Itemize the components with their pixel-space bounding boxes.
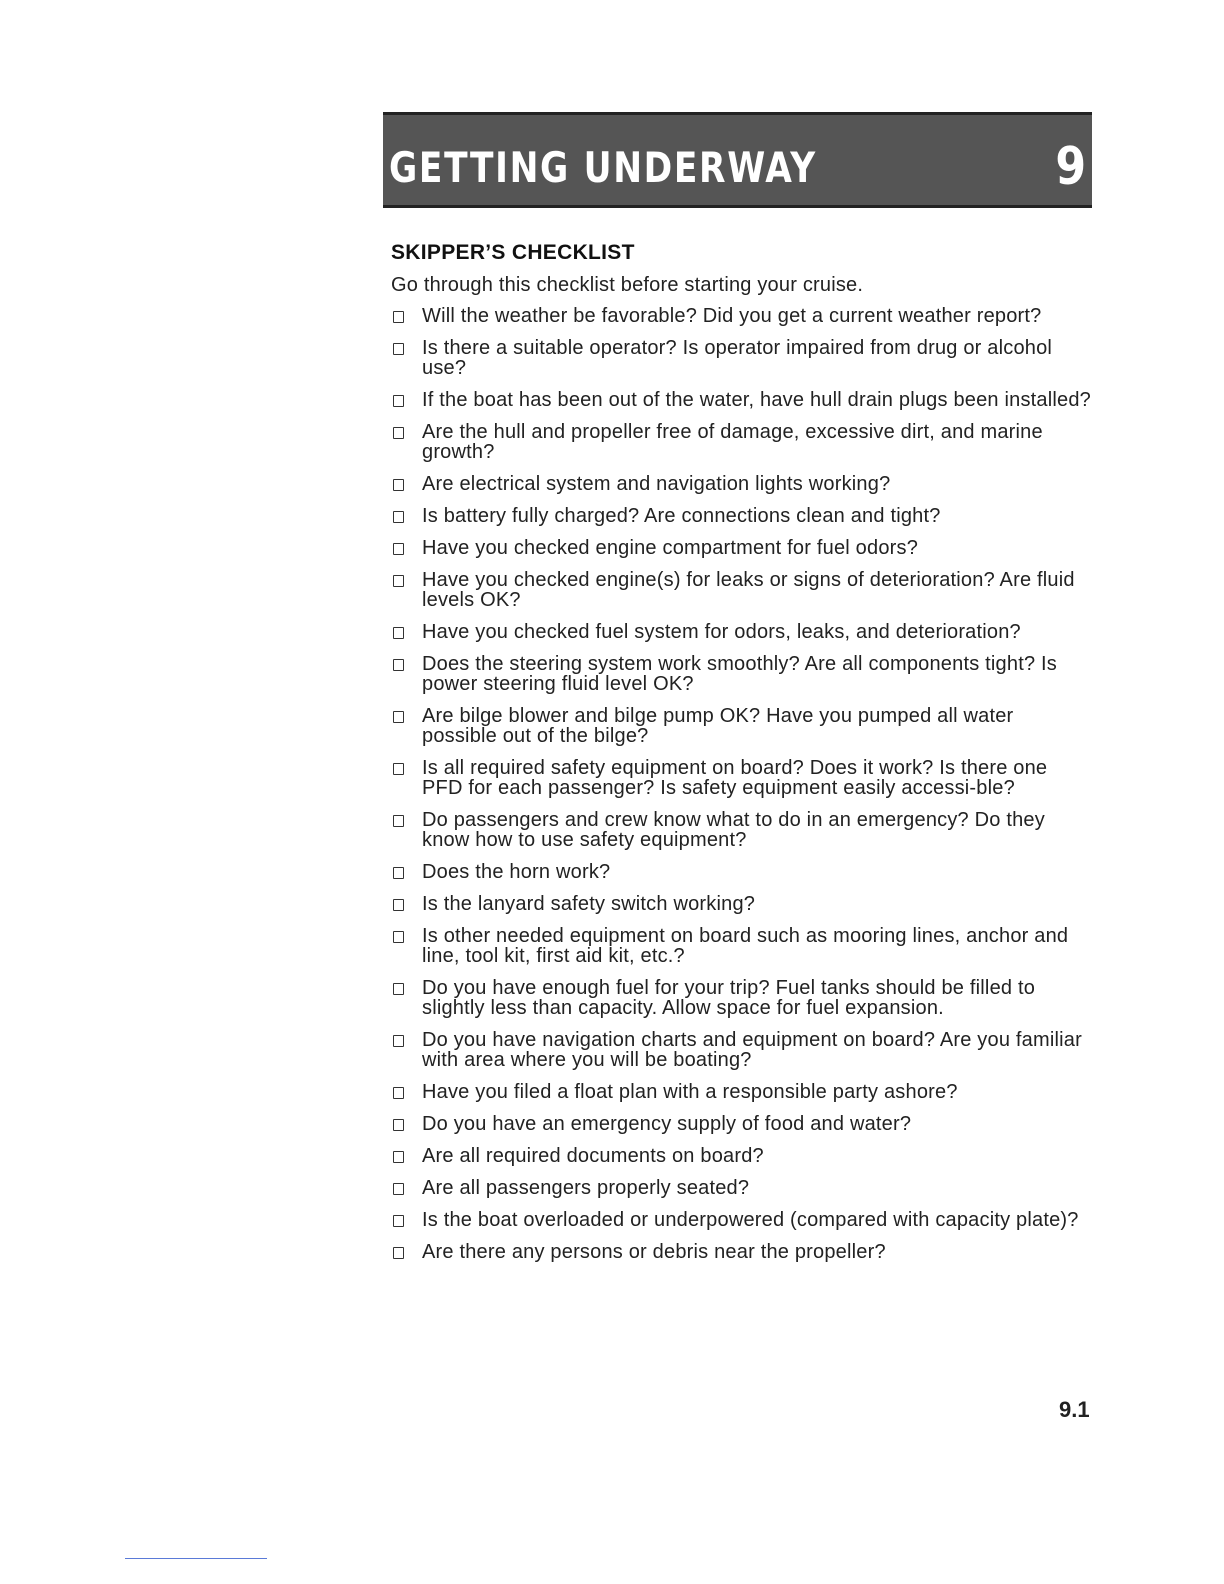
checklist-item (391, 926, 1091, 966)
checklist-item-text: Will the weather be favorable? Did you get a current weather report? (422, 305, 1042, 327)
checkbox[interactable] (393, 395, 404, 407)
checkbox[interactable] (393, 427, 404, 439)
checklist-item (391, 758, 1091, 798)
checklist-item-text: Is battery fully charged? Are connections clean and tight? (422, 505, 941, 527)
checklist-item (391, 654, 1091, 694)
checklist-item-text: Do you have enough fuel for your trip? Fuel tanks should be filled to slightly less than capacity. Allow space for fuel expansion. (422, 977, 1036, 1019)
checklist-item-text: Are all passengers properly seated? (422, 1177, 750, 1199)
checklist-item-text: Are bilge blower and bilge pump OK? Have you pumped all water possible out of the bilge? (422, 705, 1014, 747)
section-heading: SKIPPER’S CHECKLIST (391, 241, 635, 264)
checklist-item-text: Is all required safety equipment on board? Does it work? Is there one PFD for each passenger? Is safety equipment easily accessi-ble? (422, 757, 1048, 799)
checkbox[interactable] (393, 543, 404, 555)
checklist-item (391, 978, 1091, 1018)
checklist-item-text: Have you filed a float plan with a responsible party ashore? (422, 1081, 958, 1103)
checkbox[interactable] (393, 627, 404, 639)
checkbox[interactable] (393, 1183, 404, 1195)
checklist-item (391, 1210, 1091, 1230)
checklist-item (391, 1082, 1091, 1102)
checklist-item (391, 810, 1091, 850)
checkbox[interactable] (393, 575, 404, 587)
intro-text: Go through this checklist before starting your cruise. (391, 274, 864, 296)
checklist-item (391, 1146, 1091, 1166)
checkbox[interactable] (393, 931, 404, 943)
checkbox[interactable] (393, 763, 404, 775)
checklist-item (391, 570, 1091, 610)
checkbox[interactable] (393, 479, 404, 491)
checklist-item-text: Have you checked fuel system for odors, leaks, and deterioration? (422, 621, 1021, 643)
checkbox[interactable] (393, 659, 404, 671)
checklist-item (391, 1114, 1091, 1134)
checkbox[interactable] (393, 815, 404, 827)
checklist-item-text: Are there any persons or debris near the propeller? (422, 1241, 886, 1263)
checklist-item (391, 338, 1091, 378)
checkbox[interactable] (393, 899, 404, 911)
checkbox[interactable] (393, 1215, 404, 1227)
checklist-item (391, 1242, 1091, 1262)
chapter-header-banner (383, 112, 1092, 208)
checklist-item-text: Are electrical system and navigation lights working? (422, 473, 891, 495)
footer-rule (125, 1558, 267, 1559)
checkbox[interactable] (393, 1247, 404, 1259)
checklist-item (391, 538, 1091, 558)
checklist-item-text: Is the boat overloaded or underpowered (compared with capacity plate)? (422, 1209, 1079, 1231)
checklist-item-text: Do passengers and crew know what to do in an emergency? Do they know how to use safety equipment? (422, 809, 1045, 851)
chapter-title: GETTING UNDERWAY (389, 143, 817, 192)
checklist-item-text: If the boat has been out of the water, have hull drain plugs been installed? (422, 389, 1091, 411)
checklist-item (391, 506, 1091, 526)
page-number: 9.1 (1059, 1397, 1090, 1422)
checklist-item (391, 1030, 1091, 1070)
checkbox[interactable] (393, 1087, 404, 1099)
checklist-item (391, 706, 1091, 746)
checklist-item-text: Is there a suitable operator? Is operator impaired from drug or alcohol use? (422, 337, 1053, 379)
checklist-item-text: Have you checked engine compartment for fuel odors? (422, 537, 919, 559)
checklist-item (391, 622, 1091, 642)
checklist-item-text: Have you checked engine(s) for leaks or signs of deterioration? Are fluid levels OK? (422, 569, 1075, 611)
checkbox[interactable] (393, 983, 404, 995)
checkbox[interactable] (393, 711, 404, 723)
checklist-item (391, 422, 1091, 462)
checklist-item-text: Do you have an emergency supply of food and water? (422, 1113, 912, 1135)
checkbox[interactable] (393, 343, 404, 355)
checklist-item (391, 306, 1091, 326)
checklist-item (391, 1178, 1091, 1198)
checklist-item (391, 862, 1091, 882)
checklist-item-text: Is the lanyard safety switch working? (422, 893, 756, 915)
checkbox[interactable] (393, 311, 404, 323)
checkbox[interactable] (393, 867, 404, 879)
chapter-number: 9 (1055, 137, 1086, 197)
skipper-checklist (391, 306, 1091, 1274)
checkbox[interactable] (393, 1151, 404, 1163)
checkbox[interactable] (393, 1035, 404, 1047)
checklist-item (391, 390, 1091, 410)
checklist-item-text: Does the horn work? (422, 861, 611, 883)
checklist-item (391, 474, 1091, 494)
checklist-item-text: Are the hull and propeller free of damage, excessive dirt, and marine growth? (422, 421, 1043, 463)
checklist-item (391, 894, 1091, 914)
checklist-item-text: Do you have navigation charts and equipment on board? Are you familiar with area where you will be boating? (422, 1029, 1082, 1071)
checkbox[interactable] (393, 511, 404, 523)
checkbox[interactable] (393, 1119, 404, 1131)
checklist-item-text: Is other needed equipment on board such as mooring lines, anchor and line, tool kit, first aid kit, etc.? (422, 925, 1069, 967)
checklist-item-text: Does the steering system work smoothly? Are all components tight? Is power steering fluid level OK? (422, 653, 1057, 695)
checklist-item-text: Are all required documents on board? (422, 1145, 764, 1167)
